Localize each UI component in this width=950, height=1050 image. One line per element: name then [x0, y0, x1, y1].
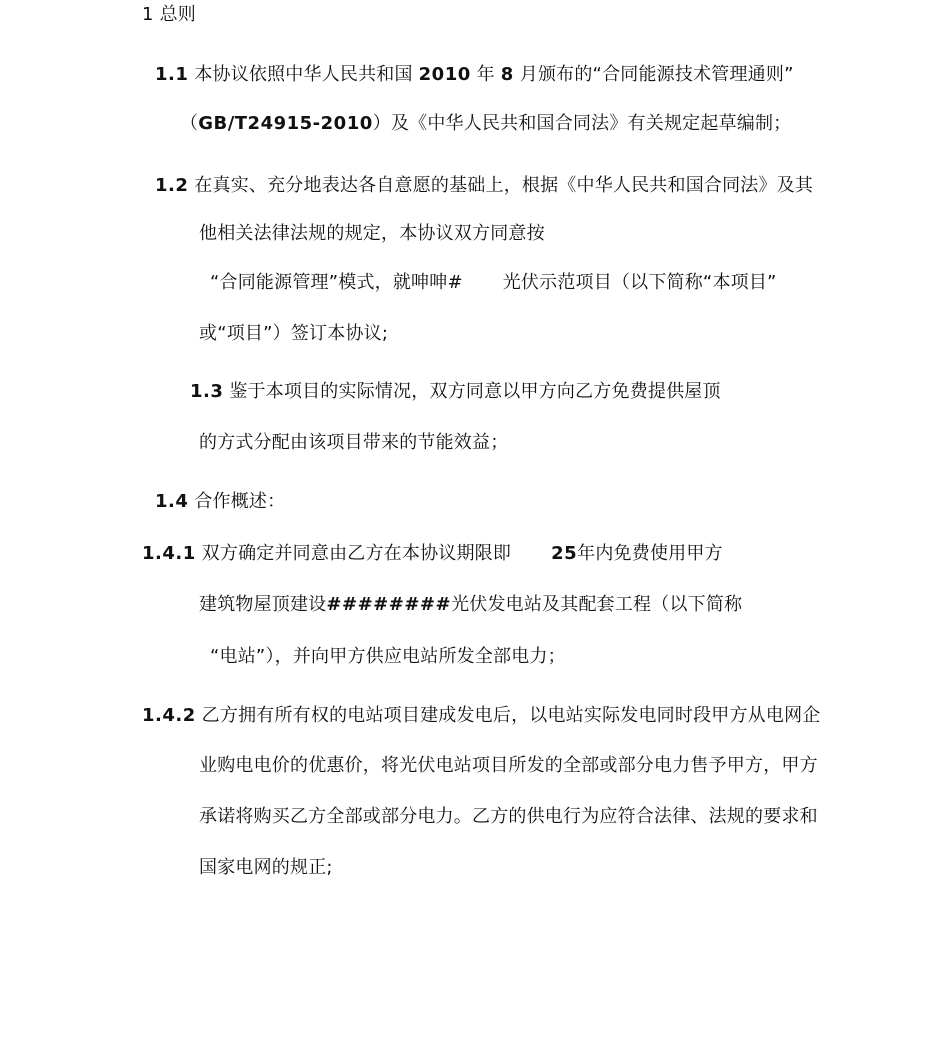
- clause-month: 8: [500, 64, 514, 85]
- clause-1-4-1-line-2: [199, 593, 742, 617]
- clause-text: “合同能源管理”模式，就呻呻#: [210, 272, 463, 293]
- clause-text: 年: [476, 64, 495, 85]
- clause-number: 1.2: [155, 175, 189, 196]
- clause-1-4-2-line-2: [199, 754, 818, 778]
- clause-text: 承诺将购买乙方全部或部分电力。乙方的供电行为应符合法律、法规的要求和: [199, 806, 818, 827]
- clause-1-3-line-2: [199, 431, 508, 455]
- clause-text: 月颁布的“合同能源技术管理通则”: [519, 64, 794, 85]
- clause-text: 或“项目”）签订本协议;: [199, 323, 389, 344]
- clause-number: 1.4: [155, 491, 189, 512]
- clause-1-1-line-1: [155, 63, 794, 87]
- clause-text: “电站”），并向甲方供应电站所发全部电力；: [210, 646, 566, 667]
- clause-text: （: [180, 113, 199, 134]
- clause-text: ）及《中华人民共和国合同法》有关规定起草编制；: [372, 113, 792, 134]
- clause-text: 的方式分配由该项目带来的节能效益；: [199, 432, 509, 453]
- clause-1-2-line-2: [199, 222, 545, 246]
- clause-number: 1.3: [190, 381, 224, 402]
- section-heading-text: 1 总则: [142, 4, 196, 25]
- clause-text: 年内免费使用甲方: [577, 543, 723, 564]
- clause-text: 国家电网的规正;: [199, 857, 333, 878]
- clause-text: 在真实、充分地表达各自意愿的基础上，根据《中华人民共和国合同法》及其: [194, 175, 814, 196]
- clause-number: 1.4.2: [142, 705, 196, 726]
- clause-text: 光伏发电站及其配套工程（以下简称: [451, 594, 743, 615]
- clause-text: 本协议依照中华人民共和国: [194, 64, 413, 85]
- clause-text: 双方确定并同意由乙方在本协议期限即: [201, 543, 512, 564]
- clause-text: 乙方拥有所有权的电站项目建成发电后，以电站实际发电同时段甲方从电网企: [201, 705, 821, 726]
- clause-text: 合作概述：: [194, 491, 286, 512]
- clause-1-2-line-1: [155, 174, 813, 198]
- standard-code: GB/T24915-2010: [198, 113, 373, 134]
- clause-text: 建筑物屋顶建设: [199, 594, 327, 615]
- redacted-placeholder: ########: [326, 594, 452, 615]
- clause-1-4-2-line-4: [199, 856, 333, 880]
- clause-year: 2010: [418, 64, 471, 85]
- clause-text: 他相关法律法规的规定，本协议双方同意按: [199, 223, 545, 244]
- clause-number: 1.4.1: [142, 543, 196, 564]
- clause-1-3-line-1: [190, 380, 721, 404]
- clause-text: 业购电电价的优惠价，将光伏电站项目所发的全部或部分电力售予甲方，甲方: [199, 755, 818, 776]
- clause-1-1-line-2: [180, 112, 791, 136]
- clause-1-4-2-line-1: [142, 704, 820, 728]
- clause-1-4-line-1: [155, 490, 285, 514]
- clause-1-4-1-line-1: [142, 542, 723, 566]
- clause-text: 光伏示范项目（以下简称“本项目”: [502, 272, 777, 293]
- clause-text: 鉴于本项目的实际情况，双方同意以甲方向乙方免费提供屋顶: [229, 381, 721, 402]
- clause-1-2-line-3: [210, 271, 777, 295]
- clause-1-4-1-line-3: [210, 645, 566, 669]
- term-years: 25: [551, 543, 578, 564]
- clause-1-2-line-4: [199, 322, 388, 346]
- section-heading: [142, 3, 196, 27]
- clause-number: 1.1: [155, 64, 189, 85]
- clause-1-4-2-line-3: [199, 805, 818, 829]
